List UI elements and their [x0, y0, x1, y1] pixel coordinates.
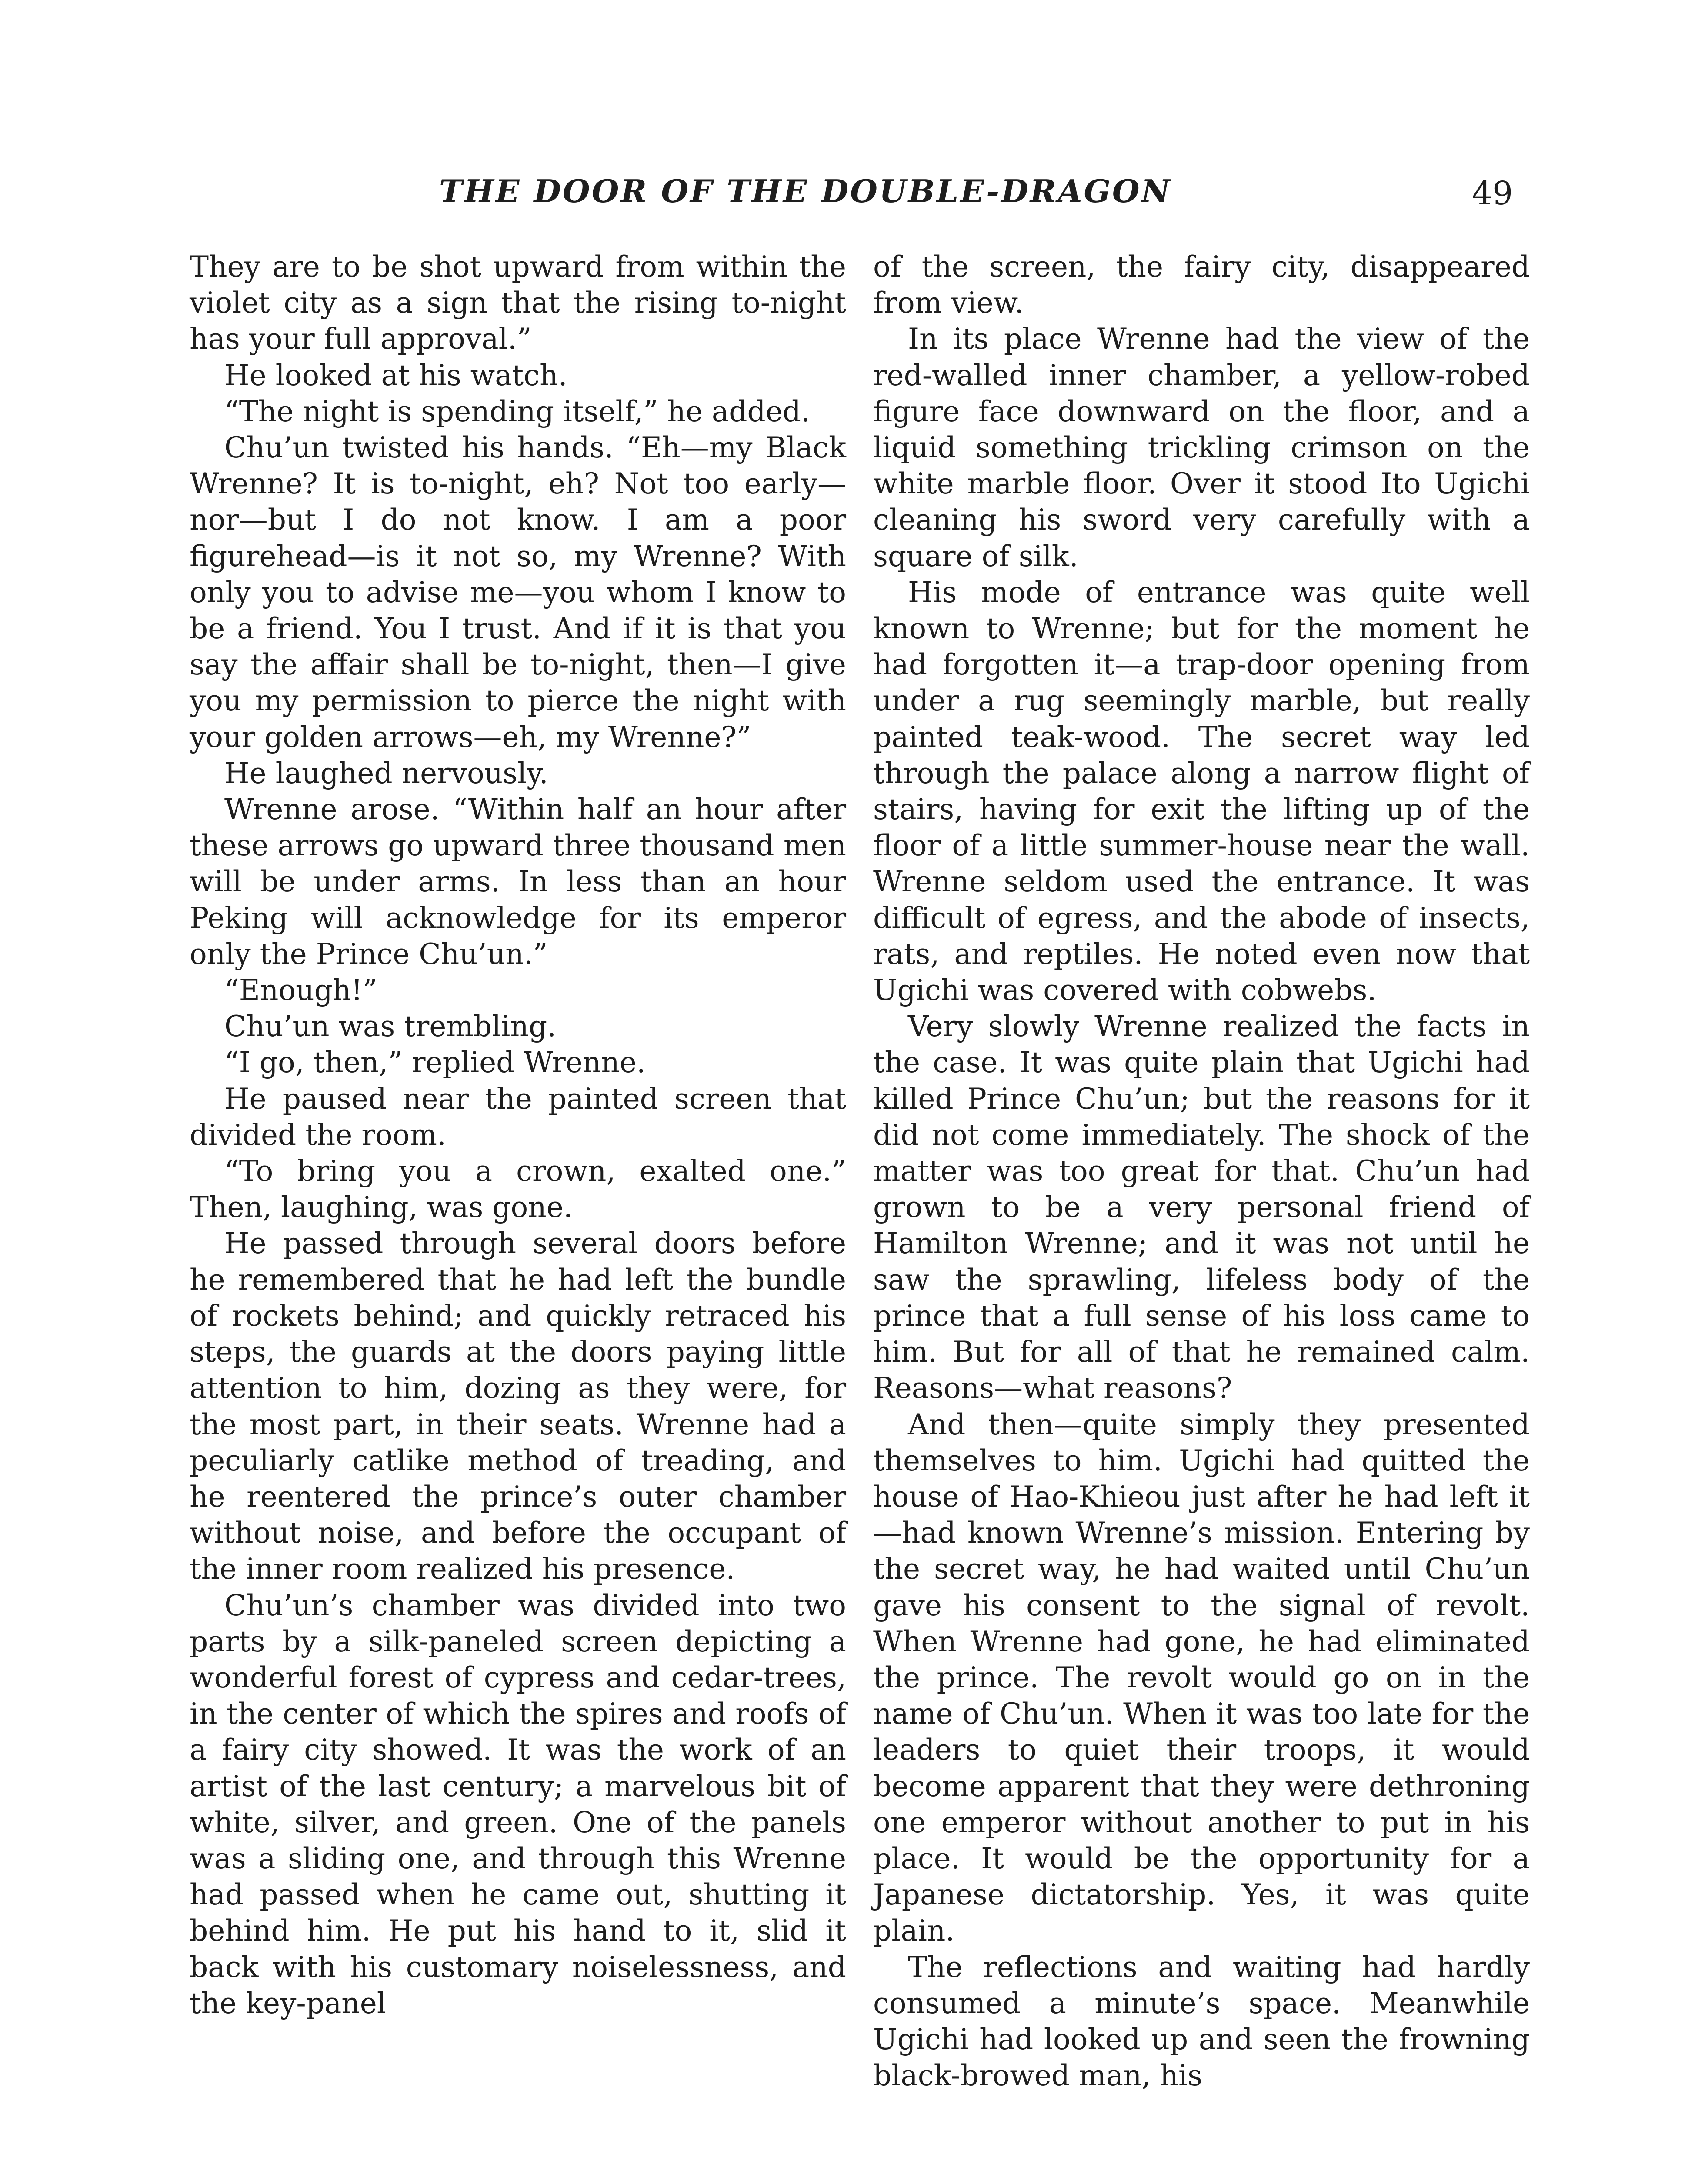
paragraph: Chu’un was trembling.: [224, 1010, 557, 1044]
paragraph: The reflections and waiting had hardly consumed a minute’s space. Meanwhile Ugichi had looked up and seen the frowning black-browed man, his: [873, 1950, 1530, 2093]
paragraph: He looked at his watch.: [224, 358, 567, 392]
paragraph: In its place Wrenne had the view of the red-walled inner chamber, a yellow-robed figure face downward on the floor, and a liquid something trickling crimson on the white marble floor. Over it stood Ito Ugichi cleaning his sword very carefully with a square of silk.: [873, 322, 1530, 573]
paragraph: “I go, then,” replied Wrenne.: [224, 1046, 646, 1080]
paragraph: He paused near the painted screen that divided the room.: [190, 1082, 846, 1152]
page-number: 49: [1472, 175, 1513, 212]
paragraph: Very slowly Wrenne realized the facts in the case. It was quite plain that Ugichi had killed Prince Chu’un; but the reasons for it did not come immediately. The shock of the matter was too great for that. Chu’un had grown to be a very personal friend of Hamilton Wrenne; and it was not until he saw the sprawling, lifeless body of the prince that a full sense of his loss came to him. But for all of that he remained calm. Reasons—what reasons?: [873, 1010, 1530, 1405]
running-title: THE DOOR OF THE DOUBLE-DRAGON: [439, 173, 1172, 210]
right-column: [873, 249, 1530, 2094]
paragraph: And then—quite simply they presented themselves to him. Ugichi had quitted the house of Hao-Khieou just after he had left it—had known Wrenne’s mission. Entering by the secret way, he had waited until Chu’un gave his consent to the signal of revolt. When Wrenne had gone, he had eliminated the prince. The revolt would go on in the name of Chu’un. When it was too late for the leaders to quiet their troops, it would become apparent that they were dethroning one emperor without another to put in his place. It would be the opportunity for a Japanese dictatorship. Yes, it was quite plain.: [873, 1407, 1530, 1948]
paragraph: “Enough!”: [224, 974, 377, 1007]
paragraph: Chu’un’s chamber was divided into two parts by a silk-paneled screen depicting a wonderful forest of cypress and cedar-trees, in the center of which the spires and roofs of a fairy city showed. It was the work of an artist of the last century; a marvelous bit of white, silver, and green. One of the panels was a sliding one, and through this Wrenne had passed when he came out, shutting it behind him. He put his hand to it, slid it back with his customary noiselessness, and the key-panel: [190, 1588, 846, 2020]
left-column: [190, 249, 846, 2021]
paragraph: “To bring you a crown, exalted one.” Then, laughing, was gone.: [190, 1154, 846, 1224]
paragraph: Chu’un twisted his hands. “Eh—my Black Wrenne? It is to-night, eh? Not too early—nor—but I do not know. I am a poor figurehead—is it not so, my Wrenne? With only you to advise me—you whom I know to be a friend. You I trust. And if it is that you say the affair shall be to-night, then—I give you my permission to pierce the night with your golden arrows—eh, my Wrenne?”: [190, 431, 846, 754]
paragraph: He passed through several doors before he remembered that he had left the bundle of rockets behind; and quickly retraced his steps, the guards at the doors paying little attention to him, dozing as they were, for the most part, in their seats. Wrenne had a peculiarly catlike method of treading, and he reentered the prince’s outer chamber without noise, and before the occupant of the inner room realized his presence.: [190, 1227, 846, 1586]
paragraph: His mode of entrance was quite well known to Wrenne; but for the moment he had forgotten it—a trap-door opening from under a rug seemingly marble, but really painted teak-wood. The secret way led through the palace along a narrow flight of stairs, having for exit the lifting up of the floor of a little summer-house near the wall. Wrenne seldom used the entrance. It was difficult of egress, and the abode of insects, rats, and reptiles. He noted even now that Ugichi was covered with cobwebs.: [873, 575, 1530, 1007]
paragraph: of the screen, the fairy city, disappeared from view.: [873, 250, 1530, 320]
paragraph: He laughed nervously.: [224, 756, 548, 790]
paragraph: “The night is spending itself,” he added.: [224, 394, 811, 428]
paragraph: Wrenne arose. “Within half an hour after these arrows go upward three thousand men will be under arms. In less than an hour Peking will acknowledge for its emperor only the Prince Chu’un.”: [190, 793, 846, 971]
paragraph: They are to be shot upward from within the violet city as a sign that the rising to-night has your full approval.”: [190, 250, 846, 356]
